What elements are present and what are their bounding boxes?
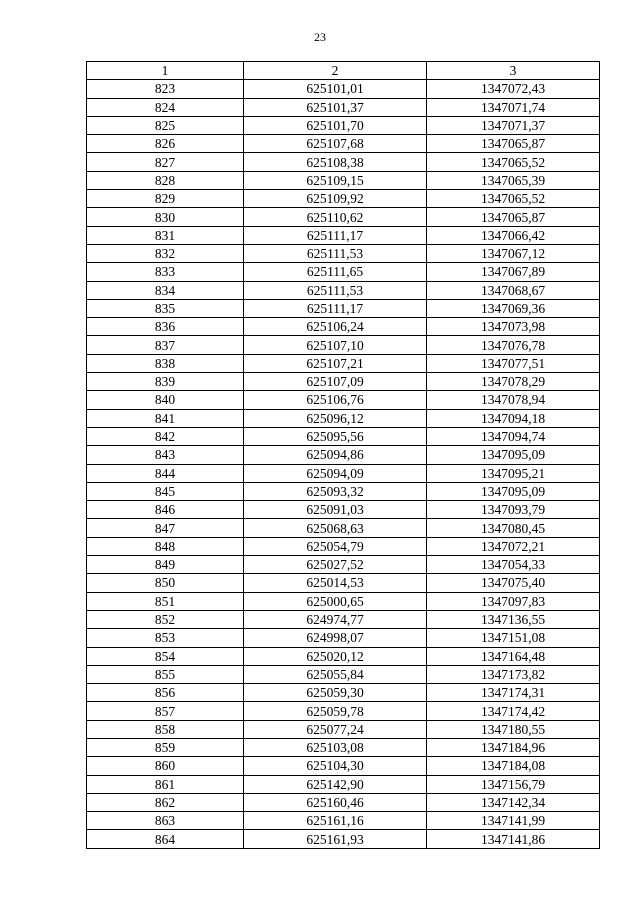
coordinate-y-cell: 1347174,42 <box>427 702 600 720</box>
coordinate-x-cell: 625093,32 <box>244 482 427 500</box>
point-number-cell: 825 <box>87 116 244 134</box>
coordinate-y-cell: 1347072,21 <box>427 537 600 555</box>
coordinate-x-cell: 625095,56 <box>244 427 427 445</box>
point-number-cell: 858 <box>87 720 244 738</box>
table-row <box>87 665 600 683</box>
table-row <box>87 647 600 665</box>
coordinate-y-cell: 1347180,55 <box>427 720 600 738</box>
point-number-cell: 851 <box>87 592 244 610</box>
coordinate-y-cell: 1347094,74 <box>427 427 600 445</box>
coordinate-x-cell: 625111,17 <box>244 299 427 317</box>
coordinate-x-cell: 625055,84 <box>244 665 427 683</box>
coordinate-y-cell: 1347068,67 <box>427 281 600 299</box>
coordinate-y-cell: 1347072,43 <box>427 80 600 98</box>
table-row <box>87 98 600 116</box>
table-row <box>87 793 600 811</box>
coordinate-x-cell: 625014,53 <box>244 574 427 592</box>
coordinate-x-cell: 625103,08 <box>244 738 427 756</box>
point-number-cell: 839 <box>87 373 244 391</box>
coordinate-y-cell: 1347075,40 <box>427 574 600 592</box>
table-row <box>87 409 600 427</box>
point-number-cell: 827 <box>87 153 244 171</box>
coordinate-y-cell: 1347141,99 <box>427 812 600 830</box>
table-row <box>87 80 600 98</box>
coordinate-y-cell: 1347136,55 <box>427 610 600 628</box>
coordinate-x-cell: 625106,76 <box>244 391 427 409</box>
table-row <box>87 391 600 409</box>
point-number-cell: 848 <box>87 537 244 555</box>
coordinate-y-cell: 1347095,09 <box>427 446 600 464</box>
point-number-cell: 850 <box>87 574 244 592</box>
table-row <box>87 738 600 756</box>
coordinate-y-cell: 1347141,86 <box>427 830 600 848</box>
coordinate-x-cell: 625101,01 <box>244 80 427 98</box>
coordinate-x-cell: 625104,30 <box>244 757 427 775</box>
table-row <box>87 610 600 628</box>
coordinate-x-cell: 625107,21 <box>244 354 427 372</box>
point-number-cell: 859 <box>87 738 244 756</box>
coordinate-y-cell: 1347065,52 <box>427 153 600 171</box>
coordinate-y-cell: 1347093,79 <box>427 501 600 519</box>
column-header-3: 3 <box>427 62 600 80</box>
point-number-cell: 852 <box>87 610 244 628</box>
coordinate-y-cell: 1347097,83 <box>427 592 600 610</box>
coordinate-x-cell: 625107,68 <box>244 135 427 153</box>
point-number-cell: 841 <box>87 409 244 427</box>
coordinate-x-cell: 624974,77 <box>244 610 427 628</box>
table-row <box>87 190 600 208</box>
point-number-cell: 842 <box>87 427 244 445</box>
column-header-1: 1 <box>87 62 244 80</box>
coordinate-x-cell: 625111,65 <box>244 263 427 281</box>
point-number-cell: 840 <box>87 391 244 409</box>
coordinate-y-cell: 1347076,78 <box>427 336 600 354</box>
point-number-cell: 830 <box>87 208 244 226</box>
table-row <box>87 537 600 555</box>
coordinate-y-cell: 1347094,18 <box>427 409 600 427</box>
coordinate-y-cell: 1347066,42 <box>427 226 600 244</box>
table-row <box>87 208 600 226</box>
coordinate-y-cell: 1347095,09 <box>427 482 600 500</box>
coordinate-x-cell: 624998,07 <box>244 629 427 647</box>
coordinate-x-cell: 625111,53 <box>244 244 427 262</box>
coordinate-x-cell: 625096,12 <box>244 409 427 427</box>
point-number-cell: 824 <box>87 98 244 116</box>
point-number-cell: 832 <box>87 244 244 262</box>
coordinate-y-cell: 1347151,08 <box>427 629 600 647</box>
table-row <box>87 244 600 262</box>
coordinate-y-cell: 1347080,45 <box>427 519 600 537</box>
point-number-cell: 829 <box>87 190 244 208</box>
table-row <box>87 116 600 134</box>
point-number-cell: 854 <box>87 647 244 665</box>
table-row <box>87 171 600 189</box>
coordinate-x-cell: 625027,52 <box>244 556 427 574</box>
point-number-cell: 847 <box>87 519 244 537</box>
coordinate-x-cell: 625101,70 <box>244 116 427 134</box>
table-row <box>87 153 600 171</box>
point-number-cell: 857 <box>87 702 244 720</box>
coordinate-x-cell: 625077,24 <box>244 720 427 738</box>
page-number: 23 <box>314 30 326 44</box>
coordinate-y-cell: 1347156,79 <box>427 775 600 793</box>
table-row <box>87 702 600 720</box>
point-number-cell: 863 <box>87 812 244 830</box>
coordinate-y-cell: 1347054,33 <box>427 556 600 574</box>
table-row <box>87 830 600 848</box>
coordinate-x-cell: 625142,90 <box>244 775 427 793</box>
table-row <box>87 812 600 830</box>
table-row <box>87 464 600 482</box>
point-number-cell: 846 <box>87 501 244 519</box>
point-number-cell: 855 <box>87 665 244 683</box>
coordinate-x-cell: 625109,15 <box>244 171 427 189</box>
point-number-cell: 860 <box>87 757 244 775</box>
coordinate-x-cell: 625094,09 <box>244 464 427 482</box>
coordinate-y-cell: 1347184,08 <box>427 757 600 775</box>
coordinate-y-cell: 1347067,89 <box>427 263 600 281</box>
point-number-cell: 835 <box>87 299 244 317</box>
point-number-cell: 823 <box>87 80 244 98</box>
coordinate-x-cell: 625106,24 <box>244 318 427 336</box>
coordinate-y-cell: 1347069,36 <box>427 299 600 317</box>
table-row <box>87 263 600 281</box>
point-number-cell: 864 <box>87 830 244 848</box>
point-number-cell: 862 <box>87 793 244 811</box>
table-row <box>87 519 600 537</box>
point-number-cell: 838 <box>87 354 244 372</box>
coordinate-x-cell: 625059,30 <box>244 684 427 702</box>
coordinate-x-cell: 625161,16 <box>244 812 427 830</box>
coordinate-x-cell: 625111,53 <box>244 281 427 299</box>
coordinate-x-cell: 625091,03 <box>244 501 427 519</box>
coordinate-x-cell: 625068,63 <box>244 519 427 537</box>
table-row <box>87 775 600 793</box>
point-number-cell: 845 <box>87 482 244 500</box>
point-number-cell: 826 <box>87 135 244 153</box>
coordinate-x-cell: 625101,37 <box>244 98 427 116</box>
point-number-cell: 849 <box>87 556 244 574</box>
coordinate-y-cell: 1347078,29 <box>427 373 600 391</box>
table-row <box>87 336 600 354</box>
coordinate-y-cell: 1347142,34 <box>427 793 600 811</box>
table-row <box>87 135 600 153</box>
coordinate-y-cell: 1347174,31 <box>427 684 600 702</box>
point-number-cell: 836 <box>87 318 244 336</box>
table-row <box>87 629 600 647</box>
point-number-cell: 861 <box>87 775 244 793</box>
coordinate-y-cell: 1347071,37 <box>427 116 600 134</box>
coordinate-x-cell: 625054,79 <box>244 537 427 555</box>
point-number-cell: 844 <box>87 464 244 482</box>
table-row <box>87 684 600 702</box>
coordinate-y-cell: 1347065,87 <box>427 208 600 226</box>
coordinate-y-cell: 1347184,96 <box>427 738 600 756</box>
point-number-cell: 837 <box>87 336 244 354</box>
coordinates-table <box>86 61 600 849</box>
coordinate-x-cell: 625000,65 <box>244 592 427 610</box>
coordinate-x-cell: 625108,38 <box>244 153 427 171</box>
table-row <box>87 354 600 372</box>
coordinate-x-cell: 625109,92 <box>244 190 427 208</box>
table-row <box>87 281 600 299</box>
point-number-cell: 843 <box>87 446 244 464</box>
coordinate-y-cell: 1347164,48 <box>427 647 600 665</box>
table-row <box>87 446 600 464</box>
coordinate-y-cell: 1347065,39 <box>427 171 600 189</box>
table-row <box>87 482 600 500</box>
table-row <box>87 501 600 519</box>
table-row <box>87 226 600 244</box>
coordinate-y-cell: 1347065,52 <box>427 190 600 208</box>
table-row <box>87 373 600 391</box>
coordinate-y-cell: 1347077,51 <box>427 354 600 372</box>
point-number-cell: 834 <box>87 281 244 299</box>
coordinate-y-cell: 1347095,21 <box>427 464 600 482</box>
point-number-cell: 833 <box>87 263 244 281</box>
coordinate-y-cell: 1347071,74 <box>427 98 600 116</box>
table-row <box>87 720 600 738</box>
coordinate-x-cell: 625107,09 <box>244 373 427 391</box>
table-row <box>87 427 600 445</box>
table-row <box>87 299 600 317</box>
table-row <box>87 574 600 592</box>
point-number-cell: 856 <box>87 684 244 702</box>
coordinate-y-cell: 1347173,82 <box>427 665 600 683</box>
coordinate-x-cell: 625059,78 <box>244 702 427 720</box>
coordinate-y-cell: 1347073,98 <box>427 318 600 336</box>
coordinate-x-cell: 625020,12 <box>244 647 427 665</box>
coordinate-y-cell: 1347067,12 <box>427 244 600 262</box>
coordinate-x-cell: 625161,93 <box>244 830 427 848</box>
table-row <box>87 556 600 574</box>
coordinate-x-cell: 625160,46 <box>244 793 427 811</box>
table-row <box>87 318 600 336</box>
column-header-2: 2 <box>244 62 427 80</box>
point-number-cell: 828 <box>87 171 244 189</box>
table-header-row <box>87 62 600 80</box>
coordinate-x-cell: 625094,86 <box>244 446 427 464</box>
coordinate-y-cell: 1347078,94 <box>427 391 600 409</box>
table-row <box>87 592 600 610</box>
coordinate-y-cell: 1347065,87 <box>427 135 600 153</box>
coordinate-x-cell: 625111,17 <box>244 226 427 244</box>
point-number-cell: 853 <box>87 629 244 647</box>
coordinate-x-cell: 625110,62 <box>244 208 427 226</box>
coordinate-x-cell: 625107,10 <box>244 336 427 354</box>
point-number-cell: 831 <box>87 226 244 244</box>
table-row <box>87 757 600 775</box>
